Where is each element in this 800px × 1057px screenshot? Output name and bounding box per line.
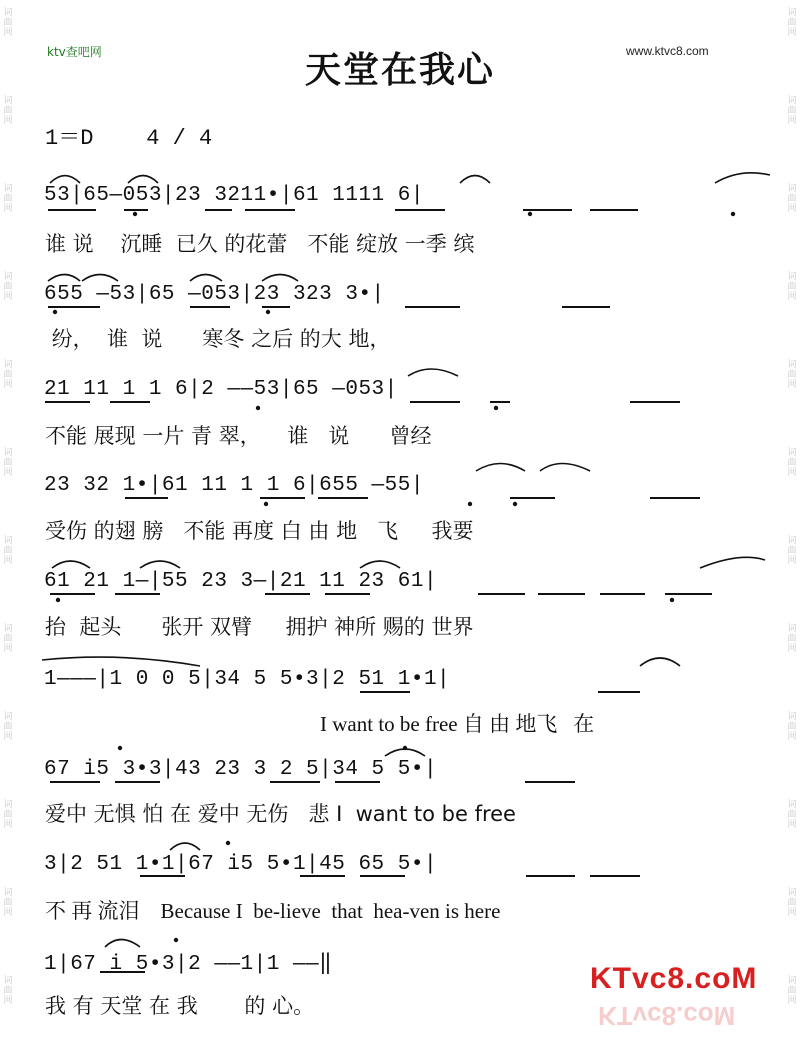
octave-dot xyxy=(528,212,532,216)
site-url: www.ktvc8.com xyxy=(626,44,709,58)
slur xyxy=(385,749,425,756)
slur xyxy=(82,275,118,282)
watermark-text: 词 曲 网 xyxy=(787,8,797,38)
lyric-line: 不能 展现 一片 青 翠， 谁 说 曾经 xyxy=(45,424,432,448)
slur xyxy=(700,557,765,568)
slur xyxy=(52,561,90,568)
watermark-text: 词 曲 网 xyxy=(787,624,797,654)
octave-dot xyxy=(133,212,137,216)
watermark-text: 词 曲 网 xyxy=(3,800,13,830)
watermark-text: 词 曲 网 xyxy=(787,976,797,1006)
octave-dot xyxy=(266,310,270,314)
watermark-text: 词 曲 网 xyxy=(3,272,13,302)
slur xyxy=(42,657,200,666)
lyric-line: 我 有 天堂 在 我 的 心。 xyxy=(45,994,315,1018)
slur xyxy=(105,940,140,948)
lyric-line: 爱中 无惧 怕 在 爱中 无伤 悲 I want to be free xyxy=(45,802,516,826)
watermark-text: 词 曲 网 xyxy=(787,184,797,214)
lyric-line: 谁 说 沉睡 已久 的花蕾 不能 绽放 一季 缤 xyxy=(45,232,475,256)
octave-dot xyxy=(494,406,498,410)
octave-dot xyxy=(513,502,517,506)
slur xyxy=(50,176,80,184)
key-signature: 1＝D 4 / 4 xyxy=(45,126,213,151)
watermark-text: 词 曲 网 xyxy=(787,448,797,478)
octave-dot xyxy=(403,746,407,750)
notation-line: 67 i5 3•3|43 23 3 2 5|34 5 5•| xyxy=(44,758,438,781)
watermark-text: 词 曲 网 xyxy=(3,624,13,654)
octave-dot xyxy=(56,598,60,602)
slur xyxy=(460,176,490,184)
slur xyxy=(262,275,298,282)
watermark-text: 词 曲 网 xyxy=(3,536,13,566)
slur xyxy=(140,561,180,568)
watermark-text: 词 曲 网 xyxy=(3,184,13,214)
watermark-text: 词 曲 网 xyxy=(3,8,13,38)
notation-line: 1———|1 0 0 5|34 5 5•3|2 51 1•1| xyxy=(44,668,451,691)
watermark-text: 词 曲 网 xyxy=(787,272,797,302)
watermark-text: 词 曲 网 xyxy=(3,360,13,390)
right-watermark-column xyxy=(784,0,800,1057)
slur xyxy=(360,561,400,568)
notation-line: 3|2 51 1•1|67 i5 5•1|45 65 5•| xyxy=(44,853,438,876)
lyric-line: 纷， 谁 说 寒冬 之后 的大 地， xyxy=(45,327,391,351)
slur xyxy=(476,464,525,472)
notation-line: 21 11 1 1 6|2 ——53|65 —053| xyxy=(44,378,398,401)
slur xyxy=(540,464,590,472)
slur xyxy=(408,369,458,376)
slur xyxy=(48,275,80,282)
slur xyxy=(640,658,680,666)
site-label-left: ktv查吧网 xyxy=(47,45,102,59)
octave-dot xyxy=(118,746,122,750)
octave-dot xyxy=(670,598,674,602)
site-logo-reflection: KTvc8.coM xyxy=(598,1001,736,1031)
watermark-text: 词 曲 网 xyxy=(787,888,797,918)
lyric-line: 受伤 的翅 膀 不能 再度 白 由 地 飞 我要 xyxy=(45,519,474,543)
notation-line: 61 21 1—|55 23 3—|21 11 23 61| xyxy=(44,570,438,593)
slur xyxy=(715,173,770,183)
octave-dot xyxy=(256,406,260,410)
lyric-line: 抬 起头 张开 双臂 拥护 神所 赐的 世界 xyxy=(45,615,474,639)
octave-dot xyxy=(731,212,735,216)
left-watermark-column xyxy=(0,0,16,1057)
notation-line: 23 32 1•|61 11 1 1 6|655 —55| xyxy=(44,474,424,497)
page-title: 天堂在我心 xyxy=(304,50,495,91)
notation-line: 53|65—053|23 3211•|61 1111 6| xyxy=(44,184,424,207)
octave-dot xyxy=(53,310,57,314)
watermark-text: 词 曲 网 xyxy=(787,96,797,126)
lyric-line: 不 再 流泪 Because I be-lieve that hea-ven is here xyxy=(45,899,501,923)
watermark-text: 词 曲 网 xyxy=(3,712,13,742)
watermark-text: 词 曲 网 xyxy=(787,712,797,742)
octave-dot xyxy=(468,502,472,506)
octave-dot xyxy=(174,938,178,942)
watermark-text: 词 曲 网 xyxy=(3,888,13,918)
lyric-line: I want to be free 自 由 地飞 在 xyxy=(320,712,595,736)
watermark-text: 词 曲 网 xyxy=(3,976,13,1006)
watermark-text: 词 曲 网 xyxy=(3,448,13,478)
site-logo: KTvc8.coM xyxy=(590,962,758,995)
octave-dot xyxy=(226,841,230,845)
slur xyxy=(170,843,200,850)
watermark-text: 词 曲 网 xyxy=(787,800,797,830)
slur xyxy=(128,176,158,184)
octave-dot xyxy=(264,502,268,506)
watermark-text: 词 曲 网 xyxy=(787,536,797,566)
notation-line: 655 —53|65 —053|23 323 3•| xyxy=(44,283,385,306)
watermark-text: 词 曲 网 xyxy=(787,360,797,390)
watermark-text: 词 曲 网 xyxy=(3,96,13,126)
notation-line: 1|67 i 5•3|2 ——1|1 ——‖ xyxy=(44,953,333,976)
slur xyxy=(190,275,222,282)
